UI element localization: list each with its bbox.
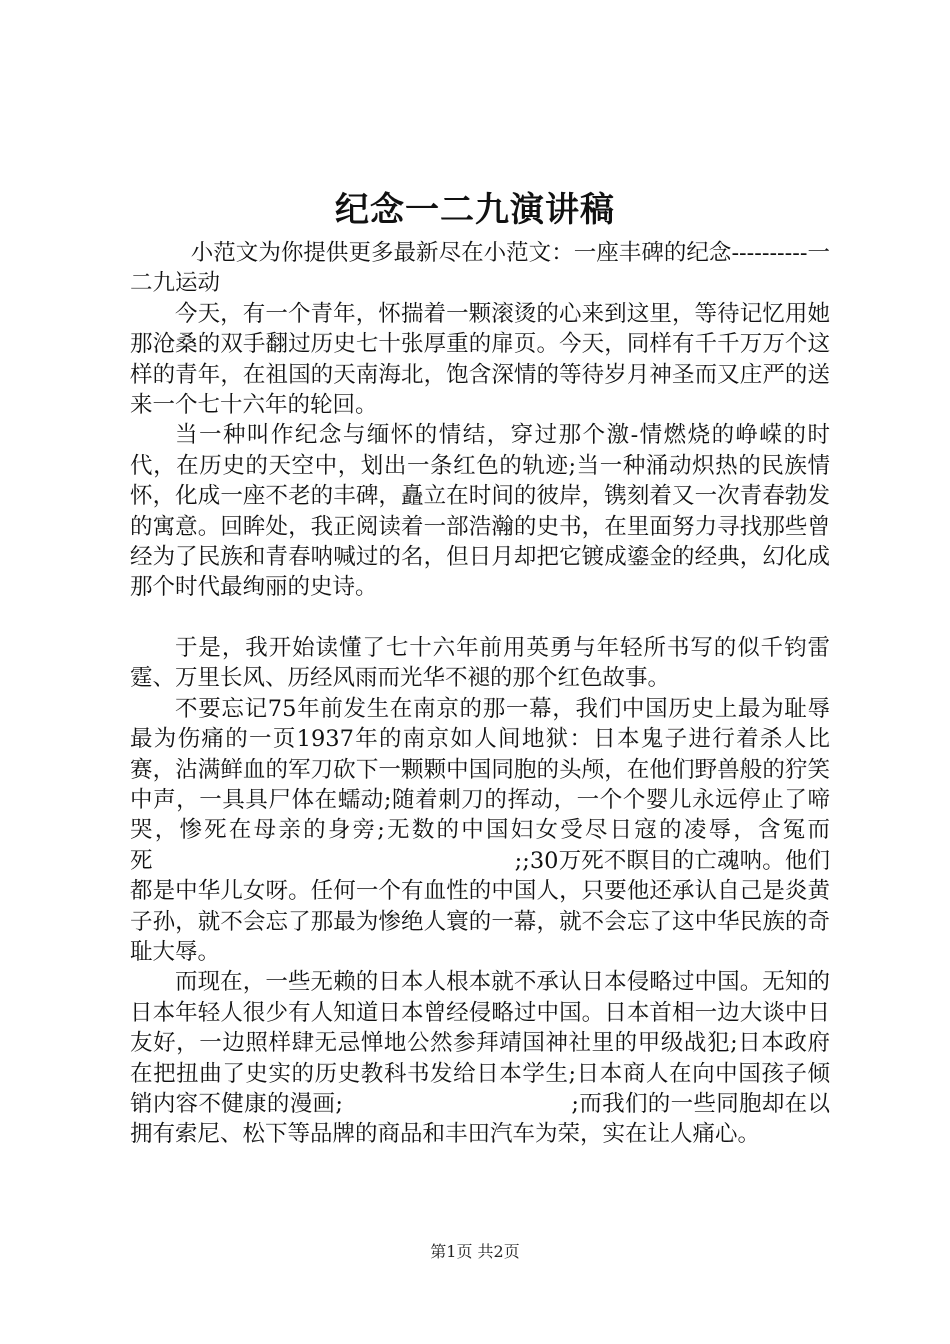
paragraph: 而现在，一些无赖的日本人根本就不承认日本侵略过中国。无知的日本年轻人很少有人知道日本曾经侵略过中国。日本首相一边大谈中日友好，一边照样肆无忌惮地公然参拜靖国神社里的甲级战犯;日本政府在把扭曲了史实的历史教科书发给日本学生;日本商人在向中国孩子倾销内容不健康的漫画; ;而我们的一些同胞却在以拥有索尼、松下等品牌的商品和丰田汽车为荣，实在让人痛心。 [130,969,830,1148]
paragraph: 于是，我开始读懂了七十六年前用英勇与年轻所书写的似千钧雷霆、万里长风、历经风雨而光华不褪的那个红色故事。 [130,634,830,692]
paragraph: 不要忘记75年前发生在南京的那一幕，我们中国历史上最为耻辱最为伤痛的一页1937年的南京如人间地狱：日本鬼子进行着杀人比赛，沾满鲜血的军刀砍下一颗颗中国同胞的头颅，在他们野兽般的狞笑中声，一具具尸体在蠕动;随着刺刀的挥动，一个个婴儿永远停止了啼哭，惨死在母亲的身旁;无数的中国妇女受尽日寇的凌辱，含冤而死 ;;30万死不瞑目的亡魂呐。他们都是中华儿女呀。任何一个有血性的中国人，只要他还承认自己是炎黄子孙，就不会忘了那最为惨绝人寰的一幕，就不会忘了这中华民族的奇耻大辱。 [130,695,830,965]
page-number-footer: 第1页 共2页 [430,1242,520,1261]
page-title: 纪念一二九演讲稿 [335,190,615,230]
paragraph: 当一种叫作纪念与缅怀的情结，穿过那个激-情燃烧的峥嵘的时代，在历史的天空中，划出一条红色的轨迹;当一种涌动炽热的民族情怀，化成一座不老的丰碑，矗立在时间的彼岸，镌刻着又一次青春勃发的寓意。回眸处，我正阅读着一部浩瀚的史书，在里面努力寻找那些曾经为了民族和青春呐喊过的名，但日月却把它镀成鎏金的经典，幻化成那个时代最绚丽的史诗。 [130,422,830,601]
document-body [130,238,830,1150]
paragraph: 今天，有一个青年，怀揣着一颗滚烫的心来到这里，等待记忆用她那沧桑的双手翻过历史七十张厚重的扉页。今天，同样有千千万万个这样的青年，在祖国的天南海北，饱含深情的等待岁月神圣而又庄严的送来一个七十六年的轮回。 [130,300,830,419]
paragraph-intro: 小范文为你提供更多最新尽在小范文：一座丰碑的纪念----------一二九运动 [130,240,830,297]
